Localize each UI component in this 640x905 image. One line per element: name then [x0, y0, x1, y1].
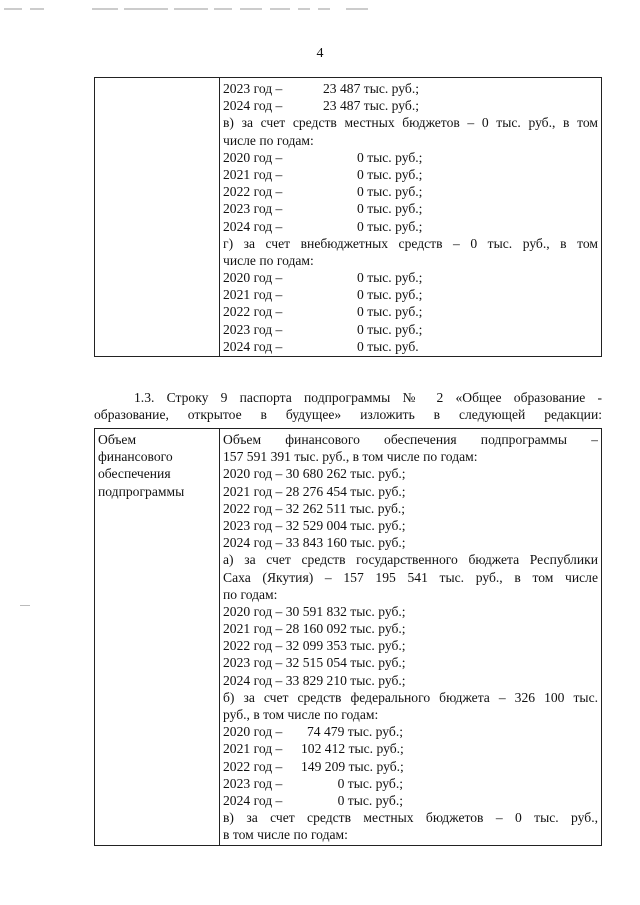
label-line: Объем	[98, 432, 137, 447]
extrabudget-heading-cont: числе по годам:	[223, 252, 314, 268]
scan-header-artifact	[0, 8, 640, 11]
state-year-row: 2024 год – 33 829 210 тыс. руб.;	[223, 672, 406, 688]
year-row: 2022 год – 0 тыс. руб.;	[223, 304, 423, 320]
year-row: 2022 год – 0 тыс. руб.;	[223, 184, 423, 200]
page-number: 4	[316, 46, 324, 61]
year-row: 2024 год – 0 тыс. руб.	[223, 338, 419, 354]
year-row: 2024 год – 0 тыс. руб.;	[223, 218, 423, 234]
state-year-row: 2020 год – 30 591 832 тыс. руб.;	[223, 603, 406, 619]
federal-year-row: 2021 год – 102 412 тыс. руб.;	[223, 741, 404, 757]
amendment-paragraph	[94, 389, 602, 423]
scan-margin-mark	[20, 605, 30, 606]
state-year-row: 2023 год – 32 515 054 тыс. руб.;	[223, 655, 406, 671]
local-budget-heading: в) за счет средств местных бюджетов – 0 тыс. руб., в том	[223, 115, 598, 131]
year-row: 2020 год – 0 тыс. руб.;	[223, 149, 423, 165]
label-line: финансового	[98, 449, 173, 465]
year-row: 2021 год – 0 тыс. руб.;	[223, 287, 423, 303]
amendment-line-1: 1.3. Строку 9 паспорта подпрограммы № 2 «Общее образование -	[134, 390, 602, 405]
label-line: обеспечения	[98, 466, 171, 482]
local-budget-heading-cont: числе по годам:	[223, 132, 314, 148]
amendment-line-2: образование, открытое в будущее» изложить в следующей редакции:	[94, 407, 602, 423]
extrabudget-heading: г) за счет внебюджетных средств – 0 тыс. руб., в том	[223, 235, 598, 251]
year-row: 2020 год – 0 тыс. руб.;	[223, 270, 423, 286]
financing-table-new	[94, 428, 602, 846]
federal-year-row: 2022 год – 149 209 тыс. руб.;	[223, 758, 404, 774]
year-row: 2023 год – 0 тыс. руб.;	[223, 321, 423, 337]
federal-year-row: 2024 год – 0 тыс. руб.;	[223, 792, 403, 808]
state-year-row: 2021 год – 28 160 092 тыс. руб.;	[223, 621, 406, 637]
year-row: 2021 год – 0 тыс. руб.;	[223, 166, 423, 182]
content-cell	[220, 429, 602, 846]
year-row: 2023 год – 0 тыс. руб.;	[223, 201, 423, 217]
content-cell	[220, 78, 602, 357]
label-line: подпрограммы	[98, 483, 185, 499]
year-row: 2024 год – 23 487 тыс. руб.;	[223, 98, 420, 114]
total-year-row: 2022 год – 32 262 511 тыс. руб.;	[223, 500, 406, 516]
state-year-row: 2022 год – 32 099 353 тыс. руб.;	[223, 638, 406, 654]
total-year-row: 2021 год – 28 276 454 тыс. руб.;	[223, 483, 406, 499]
federal-budget-heading: б) за счет средств федерального бюджета – 326 100 тыс.	[223, 689, 598, 705]
label-cell-empty	[95, 78, 220, 357]
intro-line: 157 591 391 тыс. руб., в том числе по годам:	[223, 449, 478, 465]
intro-line: Объем финансового обеспечения подпрограммы –	[223, 432, 598, 447]
financing-table-continued	[94, 77, 602, 357]
federal-year-row: 2023 год – 0 тыс. руб.;	[223, 775, 403, 791]
label-cell	[95, 429, 220, 846]
year-row: 2023 год – 23 487 тыс. руб.;	[223, 81, 420, 96]
total-year-row: 2023 год – 32 529 004 тыс. руб.;	[223, 517, 406, 533]
total-year-row: 2020 год – 30 680 262 тыс. руб.;	[223, 466, 406, 482]
federal-year-row: 2020 год – 74 479 тыс. руб.;	[223, 724, 403, 740]
local-budget-heading: в том числе по годам:	[223, 827, 348, 843]
state-budget-heading: по годам:	[223, 586, 278, 602]
federal-budget-heading: руб., в том числе по годам:	[223, 707, 379, 722]
total-year-row: 2024 год – 33 843 160 тыс. руб.;	[223, 535, 406, 551]
state-budget-heading: а) за счет средств государственного бюджета Республики	[223, 552, 598, 568]
local-budget-heading: в) за счет средств местных бюджетов – 0 тыс. руб.,	[223, 810, 598, 826]
state-budget-heading: Саха (Якутия) – 157 195 541 тыс. руб., в том числе	[223, 569, 598, 585]
